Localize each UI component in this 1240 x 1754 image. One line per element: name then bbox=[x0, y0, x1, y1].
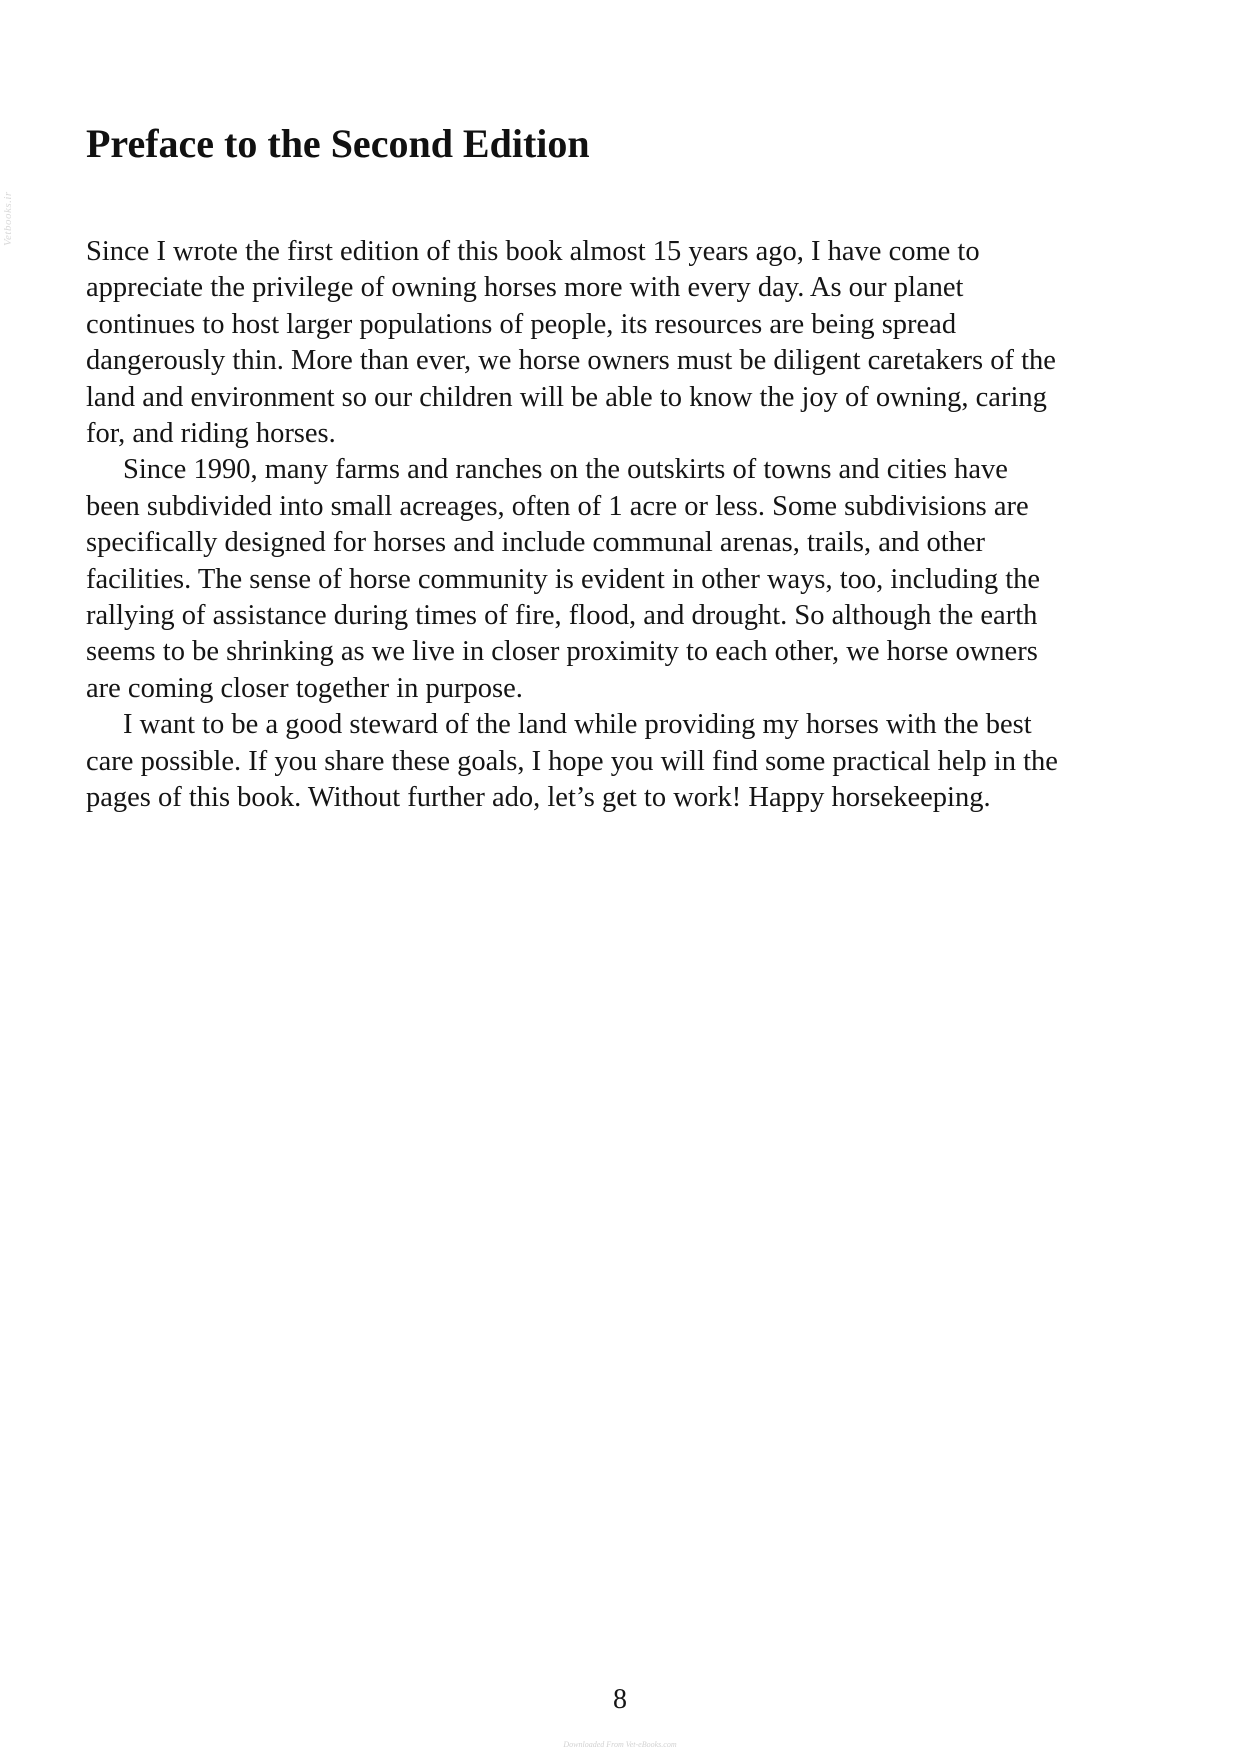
text-line: dangerously thin. More than ever, we horse owners must be diligent caretakers of the bbox=[86, 345, 1056, 377]
text-line: seems to be shrinking as we live in closer proximity to each other, we horse owners bbox=[86, 636, 1038, 668]
text-line: Since I wrote the first edition of this book almost 15 years ago, I have come to bbox=[86, 236, 980, 267]
paragraph-3 bbox=[86, 707, 1176, 816]
text-line: continues to host larger populations of people, its resources are being spread bbox=[86, 308, 957, 340]
text-line: care possible. If you share these goals, I hope you will find some practical help in the bbox=[86, 745, 1058, 777]
text-line: appreciate the privilege of owning horses more with every day. As our planet bbox=[86, 272, 964, 304]
footer-watermark: Downloaded From Vet-eBooks.com bbox=[563, 1740, 677, 1749]
text-line: specifically designed for horses and include communal arenas, trails, and other bbox=[86, 527, 986, 559]
text-line: rallying of assistance during times of fire, flood, and drought. So although the earth bbox=[86, 600, 1038, 632]
text-line: Since 1990, many farms and ranches on the outskirts of towns and cities have bbox=[123, 454, 1008, 486]
paragraph-1 bbox=[86, 234, 1176, 452]
text-line: been subdivided into small acreages, often of 1 acre or less. Some subdivisions are bbox=[86, 490, 1029, 522]
text-line: I want to be a good steward of the land while providing my horses with the best bbox=[123, 709, 1032, 741]
text-line: are coming closer together in purpose. bbox=[86, 672, 523, 704]
text-line: pages of this book. Without further ado, let’s get to work! Happy horsekeeping. bbox=[86, 782, 991, 814]
side-watermark: Vetbooks.ir bbox=[2, 191, 14, 246]
text-line: for, and riding horses. bbox=[86, 418, 336, 450]
page-number: 8 bbox=[613, 1684, 627, 1715]
page-title: Preface to the Second Edition bbox=[86, 121, 590, 166]
text-line: facilities. The sense of horse community is evident in other ways, too, including the bbox=[86, 563, 1041, 595]
text-line: land and environment so our children will be able to know the joy of owning, caring bbox=[86, 381, 1047, 413]
paragraph-2 bbox=[86, 452, 1176, 707]
preface-body bbox=[86, 234, 1176, 817]
